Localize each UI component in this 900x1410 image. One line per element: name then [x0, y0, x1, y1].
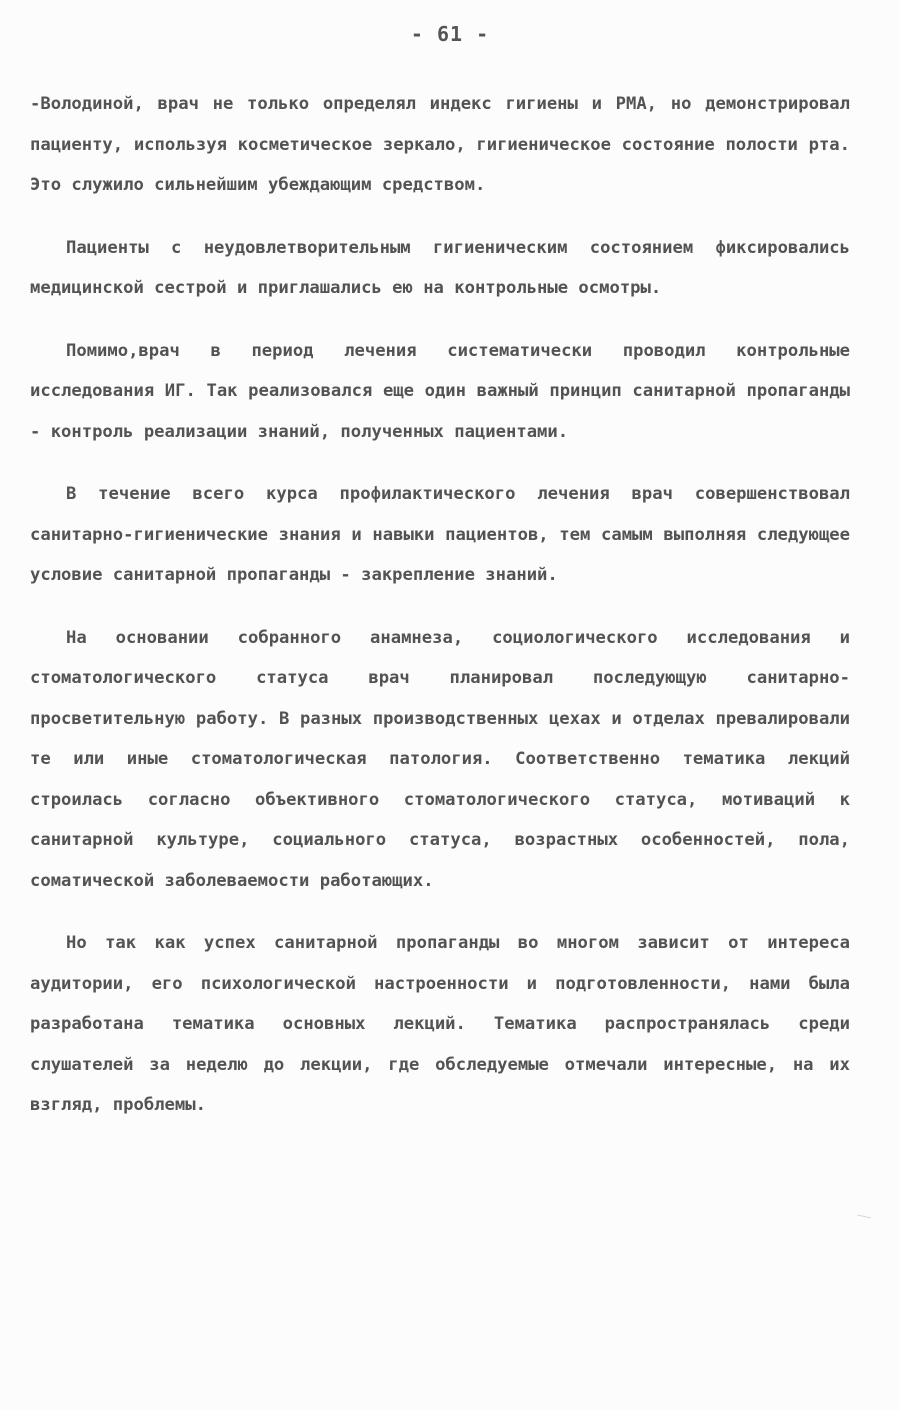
- paragraph-3: Помимо,врач в период лечения систематически проводил контрольные исследования ИГ. Так реализовался еще один важный принцип санитарной пропаганды - контроль реализации знаний, полученных пациентами.: [30, 340, 850, 442]
- paragraph-1: -Володиной, врач не только определял индекс гигиены и РМА, но демонстрировал пациенту, используя косметическое зеркало, гигиеническое состояние полости рта. Это служило сильнейшим убеждающим средством.: [30, 94, 850, 195]
- paragraph-6: Но так как успех санитарной пропаганды во многом зависит от интереса аудитории, его психологической настроенности и подготовленности, нами была разработана тематика основных лекций. Тематика распространялась среди слушателей за неделю до лекции, где обследуемые отмечали интересные, на их взгляд, проблемы.: [30, 933, 850, 1115]
- scan-artifact: [857, 1207, 873, 1219]
- paragraph-4: В течение всего курса профилактического лечения врач совершенствовал санитарно-гигиенические знания и навыки пациентов, тем самым выполняя следующее условие санитарной пропаганды - закрепление знаний.: [30, 484, 850, 585]
- paragraph-2: Пациенты с неудовлетворительным гигиеническим состоянием фиксировались медицинской сестрой и приглашались ею на контрольные осмотры.: [30, 237, 850, 298]
- page-number: - 61 -: [410, 22, 490, 46]
- body-text: [30, 84, 850, 1148]
- paragraph-5: На основании собранного анамнеза, социологического исследования и стоматологического статуса врач планировал последующую санитарно-просветительную работу. В разных производственных цехах и отделах превалировали те или иные стоматологическая патология. Соответственно тематика лекций строилась согласно объективного стоматологического статуса, мотиваций к санитарной культуре, социального статуса, возрастных особенностей, пола, соматической заболеваемости работающих.: [30, 627, 850, 891]
